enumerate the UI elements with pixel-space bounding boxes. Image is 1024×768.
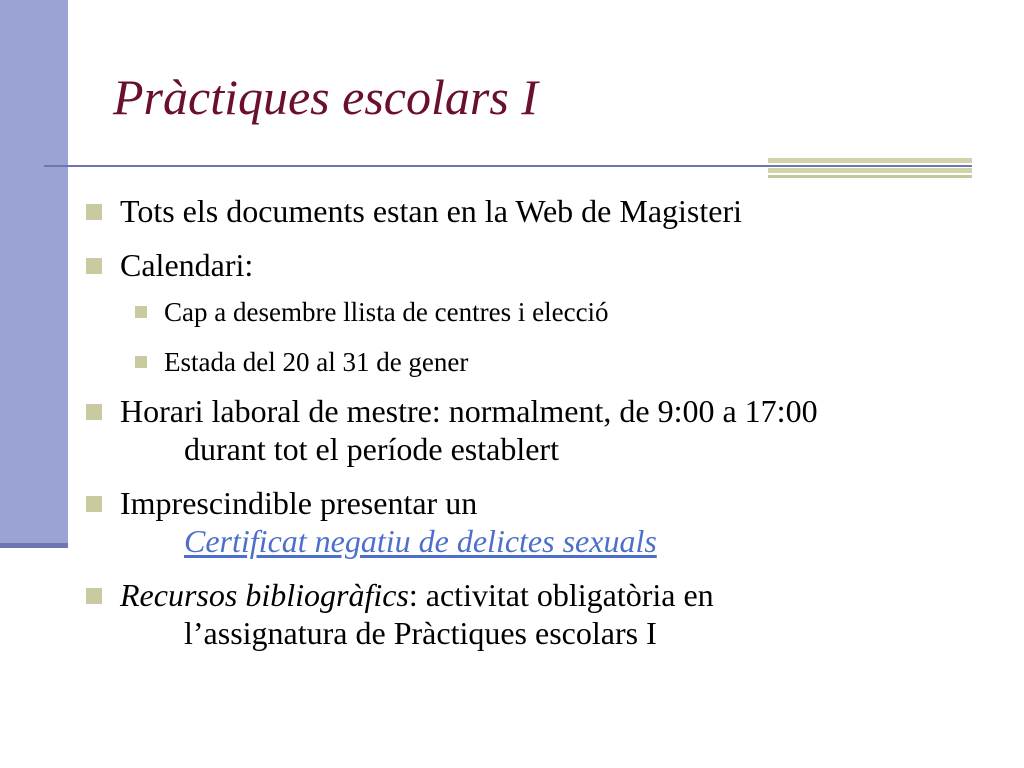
- bullet-bibliographic: [86, 576, 1006, 652]
- bullet-calendar: [86, 246, 1006, 284]
- square-bullet-icon: [86, 404, 102, 420]
- divider-accent-stripe: [768, 175, 972, 178]
- bullet-text: Imprescindible presentar un: [120, 485, 478, 521]
- bullet-text-continuation: durant tot el període establert: [184, 431, 559, 467]
- bullet-text: Calendari:: [120, 247, 254, 283]
- bullet-text: Horari laboral de mestre: normalment, de 9:00 a 17:00: [120, 393, 818, 429]
- left-accent-bar: [0, 0, 68, 545]
- bullet-documents: [86, 192, 1006, 230]
- bullet-schedule: [86, 392, 1006, 468]
- bullet-italic-text: Recursos bibliogràfics: [120, 577, 409, 613]
- left-accent-bar-shadow: [0, 543, 68, 548]
- square-bullet-icon: [135, 356, 147, 368]
- bullet-text: Tots els documents estan en la Web de Magisteri: [120, 193, 742, 229]
- sub-bullet-stay: [86, 346, 1006, 378]
- bullet-text: : activitat obligatòria en: [408, 577, 714, 613]
- square-bullet-icon: [86, 204, 102, 220]
- square-bullet-icon: [86, 588, 102, 604]
- bullet-certificate: [86, 484, 1006, 560]
- bullet-text-continuation: [120, 522, 1006, 560]
- square-bullet-icon: [86, 496, 102, 512]
- square-bullet-icon: [135, 306, 147, 318]
- divider-accent-stripe: [768, 158, 972, 163]
- bullet-text-continuation: l’assignatura de Pràctiques escolars I: [184, 615, 657, 651]
- title-divider: [44, 165, 972, 167]
- slide-title: Pràctiques escolars I: [113, 69, 538, 125]
- certificate-link[interactable]: Certificat negatiu de delictes sexuals: [184, 523, 657, 559]
- bullet-list: [86, 192, 1006, 668]
- sub-bullet-text: Cap a desembre llista de centres i elecció: [164, 297, 609, 327]
- sub-bullet-text: Estada del 20 al 31 de gener: [164, 347, 469, 377]
- divider-accent-stripe: [768, 168, 972, 173]
- sub-bullet-december: [86, 296, 1006, 328]
- square-bullet-icon: [86, 258, 102, 274]
